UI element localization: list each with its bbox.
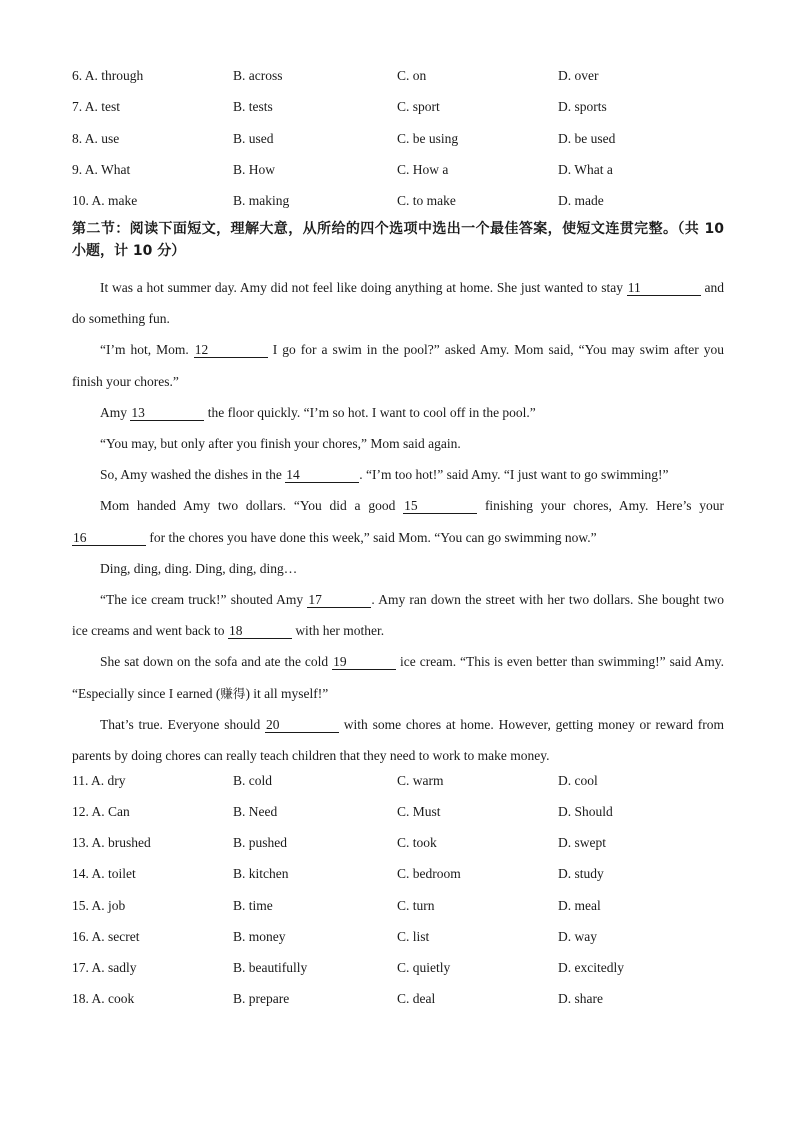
option-c: C. turn xyxy=(397,898,435,913)
option-a: 17. A. sadly xyxy=(72,960,137,975)
option-row-9 xyxy=(72,160,724,180)
text: “I’m hot, Mom. xyxy=(100,342,189,358)
blank-19: 19 xyxy=(332,655,396,670)
text: finishing your chores, Amy. Here’s your xyxy=(484,498,724,514)
option-b: B. How xyxy=(233,162,276,177)
option-row-18 xyxy=(72,989,724,1009)
option-b: B. money xyxy=(233,929,286,944)
option-a: 16. A. secret xyxy=(72,929,140,944)
text: and do something fun. xyxy=(72,280,725,327)
option-a: 12. A. Can xyxy=(72,804,130,819)
option-b: B. prepare xyxy=(233,991,290,1006)
option-d: D. be used xyxy=(558,131,616,146)
option-c: C. sport xyxy=(397,99,440,114)
option-c: C. be using xyxy=(397,131,459,146)
option-c: C. How a xyxy=(397,162,449,177)
option-row-6 xyxy=(72,66,724,86)
option-b: B. kitchen xyxy=(233,866,289,881)
option-c: C. to make xyxy=(397,193,456,208)
text: . “I’m too hot!” said Amy. “I just want to go swimming!” xyxy=(359,467,669,483)
blank-14: 14 xyxy=(285,468,359,483)
option-row-15 xyxy=(72,896,724,916)
text: “The ice cream truck!” shouted Amy xyxy=(100,592,304,608)
option-a: 10. A. make xyxy=(72,193,138,208)
option-a: 13. A. brushed xyxy=(72,835,151,850)
option-b: B. making xyxy=(233,193,290,208)
text: It was a hot summer day. Amy did not feel like doing anything at home. She just wanted to stay xyxy=(100,280,623,295)
paragraph-9 xyxy=(72,646,724,708)
option-row-10 xyxy=(72,191,724,211)
paragraph-7 xyxy=(72,553,724,584)
paragraph-1 xyxy=(72,272,724,334)
blank-15: 15 xyxy=(403,499,477,514)
blank-16: 16 xyxy=(72,531,146,546)
blank-11: 11 xyxy=(627,281,701,296)
paragraph-8 xyxy=(72,584,724,646)
option-b: B. tests xyxy=(233,99,273,114)
option-d: D. cool xyxy=(558,773,598,788)
option-a: 11. A. dry xyxy=(72,773,126,788)
option-a: 14. A. toilet xyxy=(72,866,136,881)
option-d: D. What a xyxy=(558,162,613,177)
option-c: C. took xyxy=(397,835,437,850)
option-c: C. on xyxy=(397,68,427,83)
option-row-8 xyxy=(72,129,724,149)
option-a: 6. A. through xyxy=(72,68,144,83)
paragraph-3 xyxy=(72,397,724,428)
option-row-14 xyxy=(72,864,724,884)
option-a: 9. A. What xyxy=(72,162,131,177)
blank-12: 12 xyxy=(194,343,268,358)
option-row-13 xyxy=(72,833,724,853)
paragraph-5 xyxy=(72,459,724,490)
option-row-17 xyxy=(72,958,724,978)
option-d: D. sports xyxy=(558,99,607,114)
option-row-16 xyxy=(72,927,724,947)
option-row-12 xyxy=(72,802,724,822)
option-d: D. Should xyxy=(558,804,613,819)
cjk-gloss: 赚得 xyxy=(220,685,246,701)
option-a: 18. A. cook xyxy=(72,991,135,1006)
paragraph-4 xyxy=(72,428,724,459)
option-d: D. study xyxy=(558,866,604,881)
option-d: D. made xyxy=(558,193,604,208)
text: . Amy ran down the street with her two dollars. She bought two ice creams and went back to xyxy=(72,592,724,639)
option-c: C. warm xyxy=(397,773,444,788)
text: That’s true. Everyone should xyxy=(100,716,261,732)
option-c: C. quietly xyxy=(397,960,451,975)
option-row-7 xyxy=(72,97,724,117)
paragraph-6 xyxy=(72,490,724,552)
option-a: 15. A. job xyxy=(72,898,126,913)
text: “You may, but only after you finish your chores,” Mom said again. xyxy=(100,436,461,452)
option-d: D. swept xyxy=(558,835,606,850)
option-b: B. used xyxy=(233,131,274,146)
text: Mom handed Amy two dollars. “You did a good xyxy=(100,498,396,514)
option-c: C. Must xyxy=(397,804,441,819)
text: So, Amy washed the dishes in the xyxy=(100,467,282,483)
cloze-passage xyxy=(72,272,724,771)
option-a: 8. A. use xyxy=(72,131,120,146)
option-d: D. meal xyxy=(558,898,601,913)
section-heading: 第二节：阅读下面短文，理解大意，从所给的四个选项中选出一个最佳答案，使短文连贯完整。（共 10 小题，计 10 分） xyxy=(72,221,724,259)
text: Amy xyxy=(100,404,127,420)
text: the floor quickly. “I’m so hot. I want to cool off in the pool.” xyxy=(207,404,536,420)
text: for the chores you have done this week,” said Mom. “You can go swimming now.” xyxy=(149,529,597,545)
option-b: B. pushed xyxy=(233,835,287,850)
option-c: C. bedroom xyxy=(397,866,461,881)
blank-13: 13 xyxy=(130,406,204,421)
option-row-11 xyxy=(72,771,724,791)
option-b: B. time xyxy=(233,898,273,913)
option-c: C. deal xyxy=(397,991,436,1006)
option-a: 7. A. test xyxy=(72,99,121,114)
option-c: C. list xyxy=(397,929,430,944)
text: with her mother. xyxy=(295,623,385,639)
text: Ding, ding, ding. Ding, ding, ding… xyxy=(100,560,298,576)
option-d: D. way xyxy=(558,929,597,944)
option-d: D. share xyxy=(558,991,603,1006)
text: ice cream. “This is even better than swimming!” said Amy. “Especially since I earned ( xyxy=(72,654,725,701)
text: with some chores at home. However, getting money or reward from parents by doing chores can really teach children that they need to work to make money. xyxy=(72,716,725,764)
option-b: B. cold xyxy=(233,773,272,788)
blank-18: 18 xyxy=(228,624,292,639)
blank-17: 17 xyxy=(307,593,371,608)
option-d: D. excitedly xyxy=(558,960,624,975)
paragraph-2 xyxy=(72,334,724,396)
paragraph-10 xyxy=(72,709,724,771)
option-b: B. across xyxy=(233,68,283,83)
option-d: D. over xyxy=(558,68,599,83)
option-b: B. Need xyxy=(233,804,278,819)
text: I go for a swim in the pool?” asked Amy. Mom said, “You may swim after you finish your chores.” xyxy=(72,342,725,389)
blank-20: 20 xyxy=(265,718,339,733)
option-b: B. beautifully xyxy=(233,960,308,975)
text: She sat down on the sofa and ate the cold xyxy=(100,654,329,670)
text: ) it all myself!” xyxy=(245,685,329,701)
